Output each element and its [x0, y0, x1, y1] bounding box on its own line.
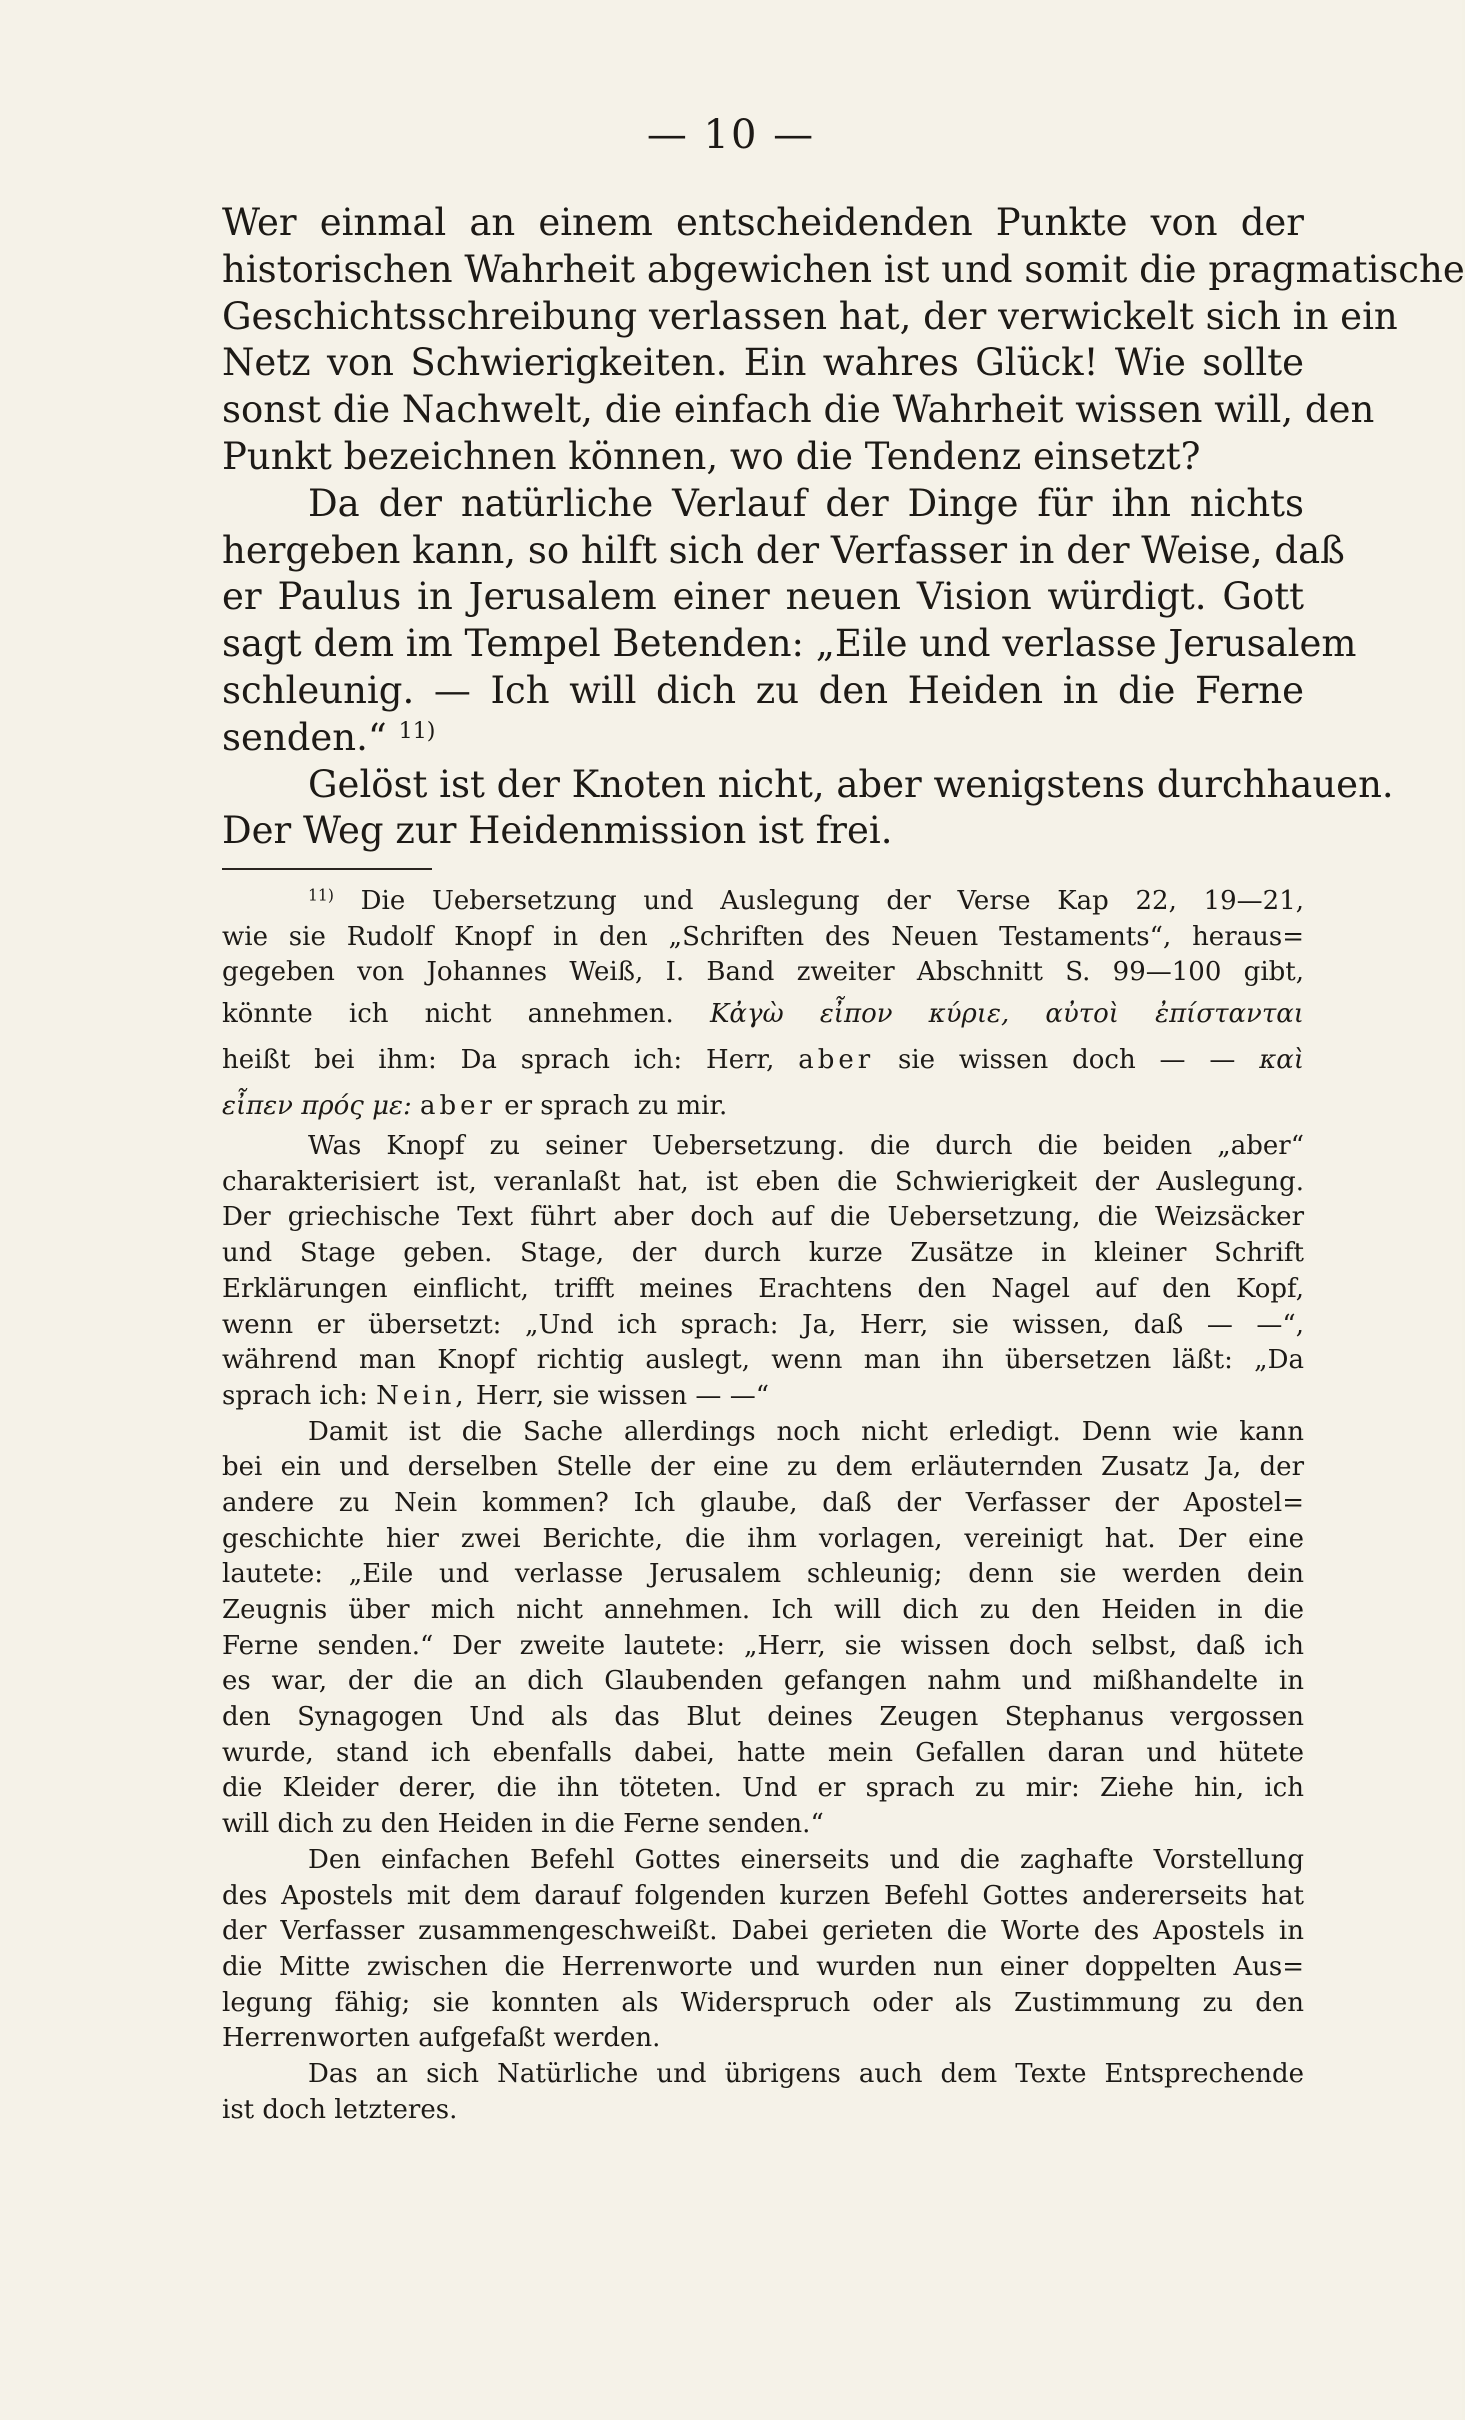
- footnote-line: Den einfachen Befehl Gottes einerseits und die zaghafte Vorstellung: [308, 1844, 1304, 1875]
- footnote-line: [222, 991, 1304, 1037]
- main-text: [222, 200, 1465, 855]
- footnote-line: Damit ist die Sache allerdings noch nicht erledigt. Denn wie kann: [308, 1416, 1304, 1447]
- text-fragment: Herr, sie wissen — —“: [475, 1380, 769, 1411]
- text-fragment: Die Uebersetzung und Auslegung der Verse Kap 22, 19—21,: [360, 886, 1305, 916]
- text-fragment: senden.“: [222, 715, 387, 759]
- footnote-line: Erklärungen einflicht, trifft meines Erachtens den Nagel auf den Kopf,: [222, 1273, 1304, 1304]
- footnote-line: will dich zu den Heiden in die Ferne senden.“: [222, 1809, 824, 1840]
- footnote-line: den Synagogen Und als das Blut deines Zeugen Stephanus vergossen: [222, 1702, 1304, 1733]
- text-line: Gelöst ist der Knoten nicht, aber wenigstens durchhauen.: [308, 762, 1394, 806]
- footnote-line: Der griechische Text führt aber doch auf die Uebersetzung, die Weizsäcker: [222, 1202, 1304, 1233]
- footnote-line: geschichte hier zwei Berichte, die ihm vorlagen, vereinigt hat. Der eine: [222, 1523, 1304, 1554]
- footnote-line: Ferne senden.“ Der zweite lautete: „Herr, sie wissen doch selbst, daß ich: [222, 1630, 1304, 1661]
- footnote-line: bei ein und derselben Stelle der eine zu dem erläuternden Zusatz Ja, der: [222, 1452, 1304, 1483]
- footnote-marker: 11): [308, 886, 334, 905]
- footnote-line: gegeben von Johannes Weiß, I. Band zweiter Abschnitt S. 99—100 gibt,: [222, 957, 1304, 988]
- spaced-emphasis: aber: [798, 1045, 875, 1076]
- text-line: hergeben kann, so hilft sich der Verfasser in der Weise, daß: [222, 528, 1345, 572]
- text-line: Geschichtsschreibung verlassen hat, der verwickelt sich in ein: [222, 294, 1398, 338]
- text-line: Netz von Schwierigkeiten. Ein wahres Glück! Wie sollte: [222, 341, 1304, 385]
- footnote-line: des Apostels mit dem darauf folgenden kurzen Befehl Gottes andererseits hat: [222, 1880, 1304, 1911]
- text-fragment: sie wissen doch — —: [898, 1045, 1236, 1076]
- page-number: — 10 —: [646, 112, 816, 158]
- text-line: sonst die Nachwelt, die einfach die Wahrheit wissen will, den: [222, 388, 1375, 432]
- footnote-line: Herrenworten aufgefaßt werden.: [222, 2023, 661, 2054]
- text-line: sagt dem im Tempel Betenden: „Eile und verlasse Jerusalem: [222, 622, 1357, 666]
- text-line: [222, 715, 1304, 762]
- text-line: Da der natürliche Verlauf der Dinge für ihn nichts: [308, 481, 1304, 525]
- footnote-line: ist doch letzteres.: [222, 2094, 458, 2125]
- footnote-line: wurde, stand ich ebenfalls dabei, hatte mein Gefallen daran und hütete: [222, 1737, 1304, 1768]
- text-line: Der Weg zur Heidenmission ist frei.: [222, 809, 893, 853]
- footnote-line: lautete: „Eile und verlasse Jerusalem schleunig; denn sie werden dein: [222, 1559, 1304, 1590]
- text-line: historischen Wahrheit abgewichen ist und somit die pragmatische: [222, 247, 1465, 291]
- spaced-emphasis: Nein,: [376, 1380, 468, 1411]
- greek-quote: εἶπεν πρός με:: [222, 1091, 412, 1122]
- footnote-reference: 11): [398, 717, 436, 744]
- footnote-line: und Stage geben. Stage, der durch kurze Zusätze in kleiner Schrift: [222, 1238, 1304, 1269]
- footnote-line: [222, 1379, 1304, 1415]
- text-fragment: könnte ich nicht annehmen.: [222, 999, 674, 1030]
- footnote-line: [222, 884, 1304, 920]
- footnote-line: es war, der die an dich Glaubenden gefangen nahm und mißhandelte in: [222, 1666, 1304, 1697]
- spaced-emphasis: aber: [419, 1091, 496, 1122]
- footnote-line: [222, 1083, 1304, 1129]
- footnote-separator: [222, 868, 432, 870]
- text-fragment: er sprach zu mir.: [504, 1091, 728, 1122]
- footnote-line: Das an sich Natürliche und übrigens auch dem Texte Entsprechende: [308, 2058, 1304, 2089]
- greek-quote: Κἀγὼ εἶπον κύριε, αὐτοὶ ἐπίστανται: [709, 999, 1305, 1030]
- footnote-line: andere zu Nein kommen? Ich glaube, daß der Verfasser der Apostel=: [222, 1487, 1304, 1518]
- footnote-line: charakterisiert ist, veranlaßt hat, ist eben die Schwierigkeit der Auslegung.: [222, 1166, 1304, 1197]
- footnote-line: die Mitte zwischen die Herrenworte und wurden nun einer doppelten Aus=: [222, 1951, 1304, 1982]
- text-fragment: heißt bei ihm: Da sprach ich: Herr,: [222, 1045, 775, 1076]
- footnote-block: [222, 884, 1304, 2128]
- text-line: schleunig. — Ich will dich zu den Heiden in die Ferne: [222, 668, 1304, 712]
- footnote-line: Zeugnis über mich nicht annehmen. Ich will dich zu den Heiden in die: [222, 1595, 1304, 1625]
- footnote-line: wenn er übersetzt: „Und ich sprach: Ja, Herr, sie wissen, daß — —“,: [222, 1309, 1304, 1340]
- footnote-line: die Kleider derer, die ihn töteten. Und er sprach zu mir: Ziehe hin, ich: [222, 1773, 1304, 1804]
- footnote-line: [222, 1037, 1304, 1083]
- greek-quote: καὶ: [1259, 1045, 1305, 1076]
- footnote-line: der Verfasser zusammengeschweißt. Dabei gerieten die Worte des Apostels in: [222, 1916, 1304, 1947]
- footnote-line: Was Knopf zu seiner Uebersetzung. die durch die beiden „aber“: [308, 1131, 1304, 1162]
- footnote-line: legung fähig; sie konnten als Widerspruch oder als Zustimmung zu den: [222, 1987, 1304, 2018]
- text-line: Punkt bezeichnen können, wo die Tendenz einsetzt?: [222, 434, 1201, 478]
- footnote-line: wie sie Rudolf Knopf in den „Schriften des Neuen Testaments“, heraus=: [222, 921, 1304, 952]
- text-fragment: sprach ich:: [222, 1380, 368, 1411]
- text-line: er Paulus in Jerusalem einer neuen Vision würdigt. Gott: [222, 575, 1304, 619]
- text-line: Wer einmal an einem entscheidenden Punkte von der: [222, 201, 1304, 244]
- footnote-line: während man Knopf richtig auslegt, wenn man ihn übersetzen läßt: „Da: [222, 1345, 1304, 1376]
